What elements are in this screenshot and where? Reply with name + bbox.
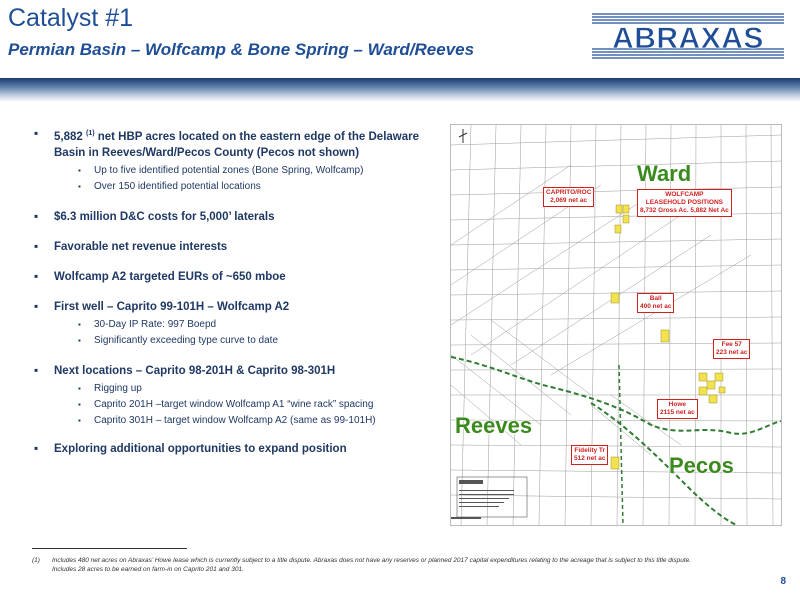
ward-county-label: Ward bbox=[637, 161, 692, 186]
bullet-opportunities: ▪ Exploring additional opportunities to expand position bbox=[32, 441, 432, 457]
wolfcamp-leasehold-box: WOLFCAMP LEASEHOLD POSITIONS 8,732 Gross Ac. 5,882 Net Ac bbox=[637, 189, 732, 217]
sub-bullet: ▪ Up to five identified potential zones (Bone Spring, Wolfcamp) bbox=[54, 163, 432, 179]
sub-bullet: ▪ 30-Day IP Rate: 997 Boepd bbox=[54, 317, 432, 333]
sub-bullet: ▪ Caprito 201H –target window Wolfcamp A1 “wine rack” spacing bbox=[54, 397, 432, 413]
slide-title: Catalyst #1 bbox=[8, 4, 134, 32]
bullet-list bbox=[32, 126, 432, 457]
caprito-lease-box: CAPRITO/ROC 2,069 net ac bbox=[543, 187, 594, 207]
header-band bbox=[0, 78, 800, 102]
fee57-lease-box: Fee 57 223 net ac bbox=[713, 339, 750, 359]
footnote-divider bbox=[32, 548, 187, 549]
sub-bullet: ▪ Caprito 301H – target window Wolfcamp A2 (same as 99-101H) bbox=[54, 413, 432, 429]
pecos-county-label: Pecos bbox=[669, 453, 734, 478]
sub-bullet: ▪ Over 150 identified potential locations bbox=[54, 179, 432, 195]
page-number: 8 bbox=[780, 576, 786, 587]
bullet-eurs: ▪ Wolfcamp A2 targeted EURs of ~650 mboe bbox=[32, 269, 432, 285]
slide-subtitle: Permian Basin – Wolfcamp & Bone Spring – Ward/Reeves bbox=[8, 40, 475, 59]
bullet-first-well: ▪ First well – Caprito 99-101H – Wolfcamp A2 ▪ 30-Day IP Rate: 997 Boepd ▪ Significantly exceeding type curve to date bbox=[32, 299, 432, 349]
svg-text:ABRAXAS: ABRAXAS bbox=[612, 22, 764, 55]
sub-bullet: ▪ Significantly exceeding type curve to date bbox=[54, 333, 432, 349]
howe-lease-box: Howe 2115 net ac bbox=[657, 399, 698, 419]
sub-bullet: ▪ Rigging up bbox=[54, 381, 432, 397]
bullet-dc-costs: ▪ $6.3 million D&C costs for 5,000’ laterals bbox=[32, 209, 432, 225]
bullet-acreage: ▪ 5,882 $^{(1)}$ net HBP acres located on the eastern edge of the Delaware Basin in Reeves/Ward/Pecos County (Pecos not shown) ▪ Up to five identified potential zones (Bone Spring, Wolfcamp) ▪ Over 150 identified potential locations bbox=[32, 126, 432, 195]
bullet-net-revenue: ▪ Favorable net revenue interests bbox=[32, 239, 432, 255]
fidelity-lease-box: Fidelity Tr 512 net ac bbox=[571, 445, 608, 465]
abraxas-logo bbox=[588, 8, 788, 64]
reeves-county-label: Reeves bbox=[455, 413, 533, 438]
footnote: (1) Includes 480 net acres on Abraxas’ Howe lease which is currently subject to a title dispute. Abraxas does not have any reserves or planned 2017 capital expenditures relating to the acreage that is subject to this title dispute. Includes 28 acres to be earned on farm-in on Caprito 201 and 301. bbox=[32, 557, 692, 573]
ball-lease-box: Ball 400 net ac bbox=[637, 293, 674, 313]
bullet-next-locations: ▪ Next locations – Caprito 98-201H & Caprito 98-301H ▪ Rigging up ▪ Caprito 201H –target window Wolfcamp A1 “wine rack” spacing ▪ Caprito 301H – target window Wolfcamp A2 (same as 99-101H) bbox=[32, 363, 432, 429]
lease-map bbox=[450, 124, 782, 526]
